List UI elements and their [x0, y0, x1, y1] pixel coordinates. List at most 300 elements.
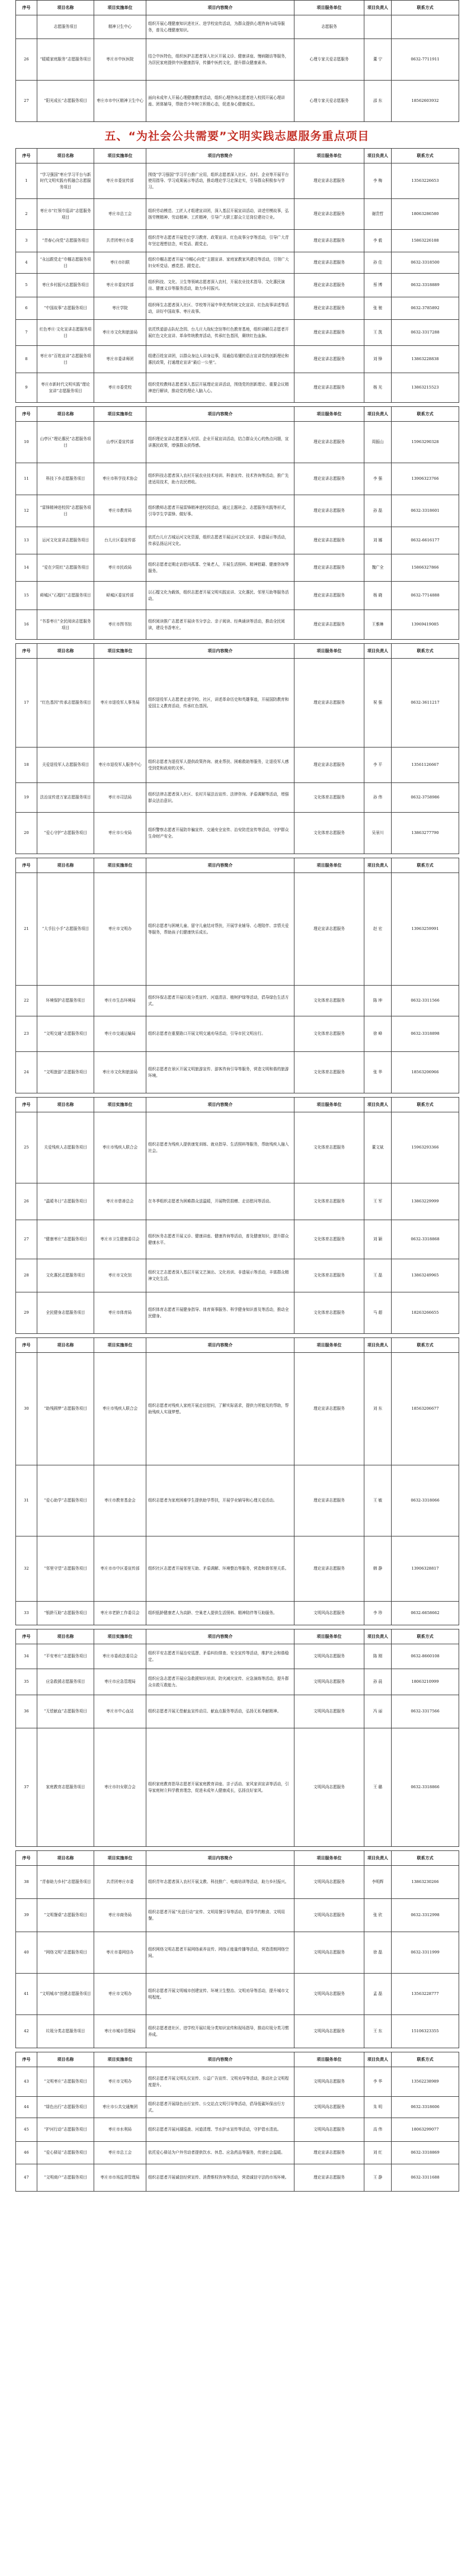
table-row: [16, 1669, 459, 1695]
project-intro: 组织志愿者为家庭困难学生提供助学帮扶，开展学业辅导和心理关爱活动。: [146, 1465, 294, 1536]
header-intro: 项目内容简介: [146, 858, 294, 873]
header-intro: 项目内容简介: [146, 1, 294, 15]
row-seq: 45: [16, 2118, 37, 2142]
row-seq: 19: [16, 783, 37, 813]
header-intro: 项目内容简介: [146, 2052, 294, 2067]
contact-phone: [392, 15, 459, 39]
project-unit: 枣庄市委宣传部: [94, 274, 146, 297]
contact-phone: 13969419085: [392, 610, 459, 640]
row-seq: 32: [16, 1536, 37, 1602]
project-leader: 张 驰: [364, 297, 392, 320]
project-table-c: [15, 406, 459, 640]
project-name: 志愿服务项目: [37, 15, 94, 39]
row-seq: [16, 15, 37, 39]
service-unit: 理论宣讲志愿服务: [294, 230, 364, 252]
section-title: 五、“为社会公共需要”文明实践志愿服务重点项目: [104, 129, 370, 143]
project-table-h: [15, 1629, 459, 1847]
header-intro: 项目内容简介: [146, 644, 294, 659]
project-table-a: [15, 0, 459, 122]
contact-phone: 18563206677: [392, 1353, 459, 1465]
project-table-f: [15, 1097, 459, 1334]
header-unit: 项目实施单位: [94, 1, 146, 15]
project-name: 法治宣传进万家志愿服务项目: [37, 783, 94, 813]
header-intro: 项目内容简介: [146, 149, 294, 163]
contact-phone: 0632-3318606: [392, 2097, 459, 2118]
project-intro: 组织志愿者开展河湖巡查、河道清理、节水护水宣传等活动，守护碧水清流。: [146, 2118, 294, 2142]
project-intro: 组织志愿者在重要路口开展文明交通劝导活动，引导市民文明出行。: [146, 1016, 294, 1052]
row-seq: 20: [16, 813, 37, 854]
header-intro: 项目内容简介: [146, 1851, 294, 1866]
service-unit: 文化体育志愿服务: [294, 1112, 364, 1183]
header-unit: 项目实施单位: [94, 1629, 146, 1644]
project-name: 文化惠民志愿服务项目: [37, 1259, 94, 1292]
header-unit: 项目实施单位: [94, 1851, 146, 1866]
table-row: [16, 1052, 459, 1093]
table-row: [16, 582, 459, 610]
project-intro: 组织文艺志愿者深入基层开展文艺演出、文化培训、非遗展示等活动，丰富群众精神文化生活。: [146, 1259, 294, 1292]
project-leader: 董 宁: [364, 39, 392, 81]
row-seq: 3: [16, 230, 37, 252]
project-leader: 王 璐: [364, 1728, 392, 1847]
header-leader: 项目负责人: [364, 1851, 392, 1866]
service-unit: 理论宣讲志愿服务: [294, 1465, 364, 1536]
project-name: 红色枣庄·文化宣讲志愿服务项目: [37, 320, 94, 346]
contact-phone: 13963259991: [392, 873, 459, 986]
table-row: [16, 2164, 459, 2192]
service-unit: 理论宣讲志愿服务: [294, 554, 364, 582]
project-name: “银龄互助”志愿服务项目: [37, 1602, 94, 1625]
project-leader: 王 凯: [364, 320, 392, 346]
project-leader: 高 伟: [364, 2118, 392, 2142]
project-intro: 组织开展心理健康知识进社区、进学校宣传活动，为群众提供心理咨询与疏导服务，普及心理健康知识。: [146, 15, 294, 39]
service-unit: 文化体育志愿服务: [294, 1183, 364, 1220]
service-unit: 理论宣讲志愿服务: [294, 873, 364, 986]
table-header-row: [16, 858, 459, 873]
project-intro: 组织环保志愿者开展垃圾分类宣传、河道清洁、植树护绿等活动，倡导绿色生活方式。: [146, 986, 294, 1016]
project-name: “爱心助学”志愿服务项目: [37, 1465, 94, 1536]
project-name: 应急救援志愿服务项目: [37, 1669, 94, 1695]
project-table-d: [15, 643, 459, 854]
header-name: 项目名称: [37, 1629, 94, 1644]
project-leader: 徐 磊: [364, 1932, 392, 1974]
contact-phone: 15106323355: [392, 2015, 459, 2048]
project-unit: 枣庄市中心血站: [94, 1695, 146, 1728]
header-intro: 项目内容简介: [146, 407, 294, 422]
contact-phone: 0632-3785892: [392, 297, 459, 320]
project-intro: 组织志愿者开展文明城市创建宣传、环境卫生整治、文明劝导等活动，提升城市文明程度。: [146, 1974, 294, 2015]
project-name: “永远跟党走”巾帼志愿服务项目: [37, 252, 94, 274]
row-seq: 2: [16, 199, 37, 230]
project-name: “青春助力乡村”志愿服务项目: [37, 1866, 94, 1899]
header-phone: 联系方式: [392, 149, 459, 163]
table-row: [16, 1536, 459, 1602]
table-header-row: [16, 1338, 459, 1353]
row-seq: 47: [16, 2164, 37, 2192]
project-intro: 组织家庭教育指导志愿者开展家庭教育讲座、亲子活动、家风家训宣讲等活动，引导家庭树立科学教育理念，促进未成年人健康成长，弘扬良好家风。: [146, 1728, 294, 1847]
table-row: [16, 373, 459, 403]
project-unit: 枣庄市市场监督管理局: [94, 2164, 146, 2192]
header-leader: 项目负责人: [364, 1629, 392, 1644]
table-row: [16, 1644, 459, 1669]
row-seq: 11: [16, 463, 37, 495]
table-row: [16, 659, 459, 748]
service-unit: 理论宣讲志愿服务: [294, 610, 364, 640]
row-seq: 5: [16, 274, 37, 297]
row-seq: 37: [16, 1728, 37, 1847]
contact-phone: 13906328817: [392, 1536, 459, 1602]
project-leader: 祝 强: [364, 659, 392, 748]
row-seq: 10: [16, 422, 37, 463]
project-unit: 枣庄市文化和旅游局: [94, 1052, 146, 1093]
project-intro: 组织退役军人志愿者走进学校、社区，讲述革命历史和英雄事迹，开展国防教育和爱国主义教育活动，传承红色基因。: [146, 659, 294, 748]
project-name: “健康枣庄”志愿服务项目: [37, 1220, 94, 1259]
service-unit: 文明风尚志愿服务: [294, 1932, 364, 1974]
table-row: [16, 1866, 459, 1899]
contact-phone: 13562238989: [392, 2067, 459, 2097]
project-leader: 刘 东: [364, 1353, 392, 1465]
project-unit: 枣庄市民政局: [94, 554, 146, 582]
project-intro: 组织网络文明志愿者开展网络素养宣传、网络正能量传播等活动，营造清朗网络空间。: [146, 1932, 294, 1974]
table-body: [16, 2067, 459, 2192]
project-name: 峄城区“石榴红”志愿服务项目: [37, 582, 94, 610]
header-seq: 序号: [16, 644, 37, 659]
table-row: [16, 1112, 459, 1183]
project-intro: 组织平安志愿者开展治安巡逻、矛盾纠纷排查、安全宣传等活动，维护社会和谐稳定。: [146, 1644, 294, 1669]
project-unit: 枣庄市市中区委宣传部: [94, 1536, 146, 1602]
table-header-row: [16, 1629, 459, 1644]
project-intro: 组织阅读推广志愿者开展读书分享会、亲子阅读、经典诵读等活动，推动全民阅读，建设书香枣庄。: [146, 610, 294, 640]
project-name: “大手拉小手”志愿服务项目: [37, 873, 94, 986]
service-unit: 文明风尚志愿服务: [294, 1644, 364, 1669]
header-name: 项目名称: [37, 1851, 94, 1866]
service-unit: 文明风尚志愿服务: [294, 1866, 364, 1899]
project-name: “暖暖家庭服务”志愿服务项目: [37, 39, 94, 81]
contact-phone: 0632-3318601: [392, 495, 459, 527]
header-seq: 序号: [16, 1, 37, 15]
table-row: [16, 1016, 459, 1052]
project-unit: 峄城区委宣传部: [94, 582, 146, 610]
project-leader: 孟 磊: [364, 1974, 392, 2015]
table-row: [16, 39, 459, 81]
project-unit: 共青团枣庄市委: [94, 1866, 146, 1899]
project-leader: 王 军: [364, 1183, 392, 1220]
project-intro: 组织志愿者对残疾人家庭开展走访慰问，了解实际需求，提供力所能及的帮助，帮助残疾人实现梦想。: [146, 1353, 294, 1465]
service-unit: 文化体育志愿服务: [294, 1292, 364, 1334]
header-service-unit: 项目服务单位: [294, 1338, 364, 1353]
contact-phone: 0632-3318889: [392, 274, 459, 297]
row-seq: 17: [16, 659, 37, 748]
project-unit: 枣庄市委宣传部: [94, 163, 146, 199]
project-name: 关爱残疾人志愿服务项目: [37, 1112, 94, 1183]
table-row: [16, 2067, 459, 2097]
contact-phone: 18562603932: [392, 81, 459, 122]
service-unit: 理论宣讲志愿服务: [294, 659, 364, 748]
project-leader: 杨 光: [364, 373, 392, 403]
table-row: [16, 422, 459, 463]
header-phone: 联系方式: [392, 1, 459, 15]
table-header-row: [16, 1851, 459, 1866]
header-intro: 项目内容简介: [146, 1338, 294, 1353]
project-leader: 李 毅: [364, 230, 392, 252]
header-service-unit: 项目服务单位: [294, 858, 364, 873]
row-seq: 28: [16, 1259, 37, 1292]
project-intro: 依托台儿庄古城运河文化资源，组织志愿者开展运河文化宣讲、非遗展示等活动，传承弘扬运河文化。: [146, 527, 294, 554]
service-unit: 文明风尚志愿服务: [294, 2015, 364, 2048]
project-leader: 孙 磊: [364, 495, 392, 527]
project-leader: 赵 宏: [364, 873, 392, 986]
project-unit: 共青团枣庄市委: [94, 230, 146, 252]
project-intro: 组织警察志愿者开展防诈骗宣传、交通安全宣传、治安防范宣传等活动，守护群众生命财产安全。: [146, 813, 294, 854]
project-leader: 刘 颖: [364, 1220, 392, 1259]
header-unit: 项目实施单位: [94, 407, 146, 422]
project-intro: 组织志愿者定期走访慰问孤寡、空巢老人，开展生活照料、精神慰藉、健康咨询等服务。: [146, 554, 294, 582]
project-unit: 枣庄市教育基金会: [94, 1465, 146, 1536]
header-service-unit: 项目服务单位: [294, 407, 364, 422]
row-seq: 9: [16, 373, 37, 403]
header-phone: 联系方式: [392, 2052, 459, 2067]
header-leader: 项目负责人: [364, 1098, 392, 1112]
service-unit: 理论宣讲志愿服务: [294, 320, 364, 346]
project-name: 枣庄市“红领巾巡讲”志愿服务项目: [37, 199, 94, 230]
project-name: 山亭区“理论惠民”志愿服务项目: [37, 422, 94, 463]
header-leader: 项目负责人: [364, 858, 392, 873]
service-unit: 理论宣讲志愿服务: [294, 373, 364, 403]
header-seq: 序号: [16, 2052, 37, 2067]
project-unit: 枣庄市应急管理局: [94, 1669, 146, 1695]
table-header-row: [16, 1, 459, 15]
row-seq: 26: [16, 1183, 37, 1220]
project-unit: 枣庄市妇女联合会: [94, 1728, 146, 1847]
service-unit: 文明风尚志愿服务: [294, 2097, 364, 2118]
project-name: 家庭教育志愿服务项目: [37, 1728, 94, 1847]
table-row: [16, 610, 459, 640]
project-name: 运河文化宣讲志愿服务项目: [37, 527, 94, 554]
table-row: [16, 252, 459, 274]
project-name: “学习强国”枣庄学习平台与新时代文明实践有机融合志愿服务项目: [37, 163, 94, 199]
contact-phone: 13563228777: [392, 1974, 459, 2015]
project-intro: 组建百姓宣讲团，以群众身边人讲身边事，用通俗易懂的语言宣讲党的创新理论和惠民政策，打通理论宣讲“最后一公里”。: [146, 346, 294, 373]
row-seq: 39: [16, 1899, 37, 1932]
header-name: 项目名称: [37, 149, 94, 163]
service-unit: 理论宣讲志愿服务: [294, 163, 364, 199]
contact-phone: 18563206966: [392, 1052, 459, 1093]
service-unit: 理论宣讲志愿服务: [294, 2164, 364, 2192]
project-intro: 组织志愿者开展诚信经营宣传、消费维权咨询等活动，营造诚信守法的市场环境。: [146, 2164, 294, 2192]
contact-phone: 0632-3318866: [392, 1728, 459, 1847]
service-unit: 理论宣讲志愿服务: [294, 2142, 364, 2164]
project-intro: 组织志愿者进社区、进学校开展垃圾分类知识宣传和现场指导，推动垃圾分类习惯养成。: [146, 2015, 294, 2048]
service-unit: 文化体育志愿服务: [294, 986, 364, 1016]
service-unit: 文化体育志愿服务: [294, 813, 364, 854]
service-unit: 理论宣讲志愿服务: [294, 1536, 364, 1602]
row-seq: 35: [16, 1669, 37, 1695]
contact-phone: 13863249965: [392, 1259, 459, 1292]
project-intro: 组织劳动模范、工匠人才组建宣讲团，深入基层开展宣讲活动，讲述劳模故事，弘扬劳模精神、劳动精神、工匠精神，引导广大职工群众立足岗位建功立业。: [146, 199, 294, 230]
table-row: [16, 1220, 459, 1259]
row-seq: 24: [16, 1052, 37, 1093]
project-name: 环境保护志愿服务项目: [37, 986, 94, 1016]
table-row: [16, 1899, 459, 1932]
header-seq: 序号: [16, 1098, 37, 1112]
table-header-row: [16, 407, 459, 422]
header-intro: 项目内容简介: [146, 1629, 294, 1644]
service-unit: 文化体育志愿服务: [294, 1220, 364, 1259]
header-phone: 联系方式: [392, 1338, 459, 1353]
table-row: [16, 1728, 459, 1847]
row-seq: 27: [16, 1220, 37, 1259]
service-unit: 理论宣讲志愿服务: [294, 463, 364, 495]
table-row: [16, 813, 459, 854]
row-seq: 22: [16, 986, 37, 1016]
header-phone: 联系方式: [392, 644, 459, 659]
project-leader: 李 珍: [364, 1602, 392, 1625]
contact-phone: 0632-3317288: [392, 320, 459, 346]
row-seq: 44: [16, 2097, 37, 2118]
row-seq: 42: [16, 2015, 37, 2048]
table-body: [16, 15, 459, 122]
project-unit: 枣庄市交通运输局: [94, 1016, 146, 1052]
contact-phone: 0632-3317566: [392, 1695, 459, 1728]
project-name: “爱在夕阳红”志愿服务项目: [37, 554, 94, 582]
row-seq: 34: [16, 1644, 37, 1669]
service-unit: 文化体育志愿服务: [294, 1016, 364, 1052]
table-body: [16, 1866, 459, 2048]
service-unit: 文化体育志愿服务: [294, 1052, 364, 1093]
project-intro: 组织体育志愿者开展健身指导、体育赛事服务、科学健身知识普及等活动，推动全民健身。: [146, 1292, 294, 1334]
project-intro: 组织志愿者开展绿色出行宣传、公交站点文明引导等活动，倡导低碳环保出行方式。: [146, 2097, 294, 2118]
header-leader: 项目负责人: [364, 1338, 392, 1353]
project-unit: 山亭区委宣传部: [94, 422, 146, 463]
contact-phone: 0632-3758986: [392, 783, 459, 813]
project-intro: 结合中医特色，组织医护志愿者深入社区开展义诊、健康讲座、慢病随访等服务，为居民家庭提供中医健康指导，传播中医药文化，提升群众健康素养。: [146, 39, 294, 81]
contact-phone: 15963290328: [392, 422, 459, 463]
table-header-row: [16, 644, 459, 659]
row-seq: 14: [16, 554, 37, 582]
project-table-i: [15, 1850, 459, 2048]
header-intro: 项目内容简介: [146, 1098, 294, 1112]
project-leader: 孙 伟: [364, 783, 392, 813]
header-name: 项目名称: [37, 1, 94, 15]
header-unit: 项目实施单位: [94, 644, 146, 659]
project-unit: 枣庄市总工会: [94, 199, 146, 230]
table-row: [16, 1259, 459, 1292]
table-row: [16, 1465, 459, 1536]
contact-phone: 13906323766: [392, 463, 459, 495]
project-name: 科技下乡志愿服务项目: [37, 463, 94, 495]
table-header-row: [16, 1098, 459, 1112]
header-name: 项目名称: [37, 2052, 94, 2067]
project-unit: 枣庄市老龄工作委员会: [94, 1602, 146, 1625]
table-row: [16, 2015, 459, 2048]
project-intro: 在冬季组织志愿者为困难群众送温暖，开展物资捐赠、走访慰问等活动。: [146, 1183, 294, 1220]
row-seq: 29: [16, 1292, 37, 1334]
header-unit: 项目实施单位: [94, 1338, 146, 1353]
contact-phone: 0632-7714888: [392, 582, 459, 610]
service-unit: 理论宣讲志愿服务: [294, 1353, 364, 1465]
project-intro: 组织志愿者开展无偿献血宣传动员、献血点服务等活动，弘扬无私奉献精神。: [146, 1695, 294, 1728]
header-unit: 项目实施单位: [94, 2052, 146, 2067]
contact-phone: 13863277790: [392, 813, 459, 854]
contact-phone: 0632-8660108: [392, 1644, 459, 1669]
contact-phone: 0632-3318066: [392, 1465, 459, 1536]
service-unit: 文化体育志愿服务: [294, 1259, 364, 1292]
contact-phone: 0632-3311688: [392, 2164, 459, 2192]
project-leader: 刘 红: [364, 2142, 392, 2164]
project-unit: 枣庄市妇联: [94, 252, 146, 274]
header-unit: 项目实施单位: [94, 149, 146, 163]
project-intro: 依托铁道游击队纪念园、台儿庄大战纪念馆等红色教育基地，组织讲解员志愿者开展红色文化宣讲、革命传统教育活动，传承红色基因，赓续红色血脉。: [146, 320, 294, 346]
project-name: “无偿献血”志愿服务项目: [37, 1695, 94, 1728]
project-intro: 以石榴文化为载体，组织志愿者开展文明实践宣讲、文化惠民、邻里互助等服务活动。: [146, 582, 294, 610]
header-leader: 项目负责人: [364, 407, 392, 422]
project-name: “文明城市”创建志愿服务项目: [37, 1974, 94, 2015]
header-service-unit: 项目服务单位: [294, 644, 364, 659]
contact-phone: 13863229999: [392, 1183, 459, 1220]
project-leader: 王 敏: [364, 1465, 392, 1536]
contact-phone: 0632-3318869: [392, 2142, 459, 2164]
project-intro: 组织低龄健康老人为高龄、空巢老人提供生活照料、精神陪伴等互助服务。: [146, 1602, 294, 1625]
row-seq: 4: [16, 252, 37, 274]
header-leader: 项目负责人: [364, 2052, 392, 2067]
project-unit: 枣庄市残疾人联合会: [94, 1112, 146, 1183]
project-leader: 李 华: [364, 2067, 392, 2097]
project-intro: 组织应急志愿者开展应急救援知识培训、防灾减灾宣传、应急演练等活动，提升群众自救互救能力。: [146, 1669, 294, 1695]
project-intro: 组织科技、文化、卫生等领域志愿者深入农村，开展农业技术指导、文化惠民演出、健康义诊等服务活动，助力乡村振兴。: [146, 274, 294, 297]
project-leader: 张 欣: [364, 1899, 392, 1932]
table-body: [16, 163, 459, 403]
service-unit: 理论宣讲志愿服务: [294, 274, 364, 297]
contact-phone: 15866327866: [392, 554, 459, 582]
service-unit: 文明风尚志愿服务: [294, 1974, 364, 2015]
project-unit: 枣庄市文明办: [94, 2067, 146, 2097]
contact-phone: 15863226188: [392, 230, 459, 252]
project-name: “文明旅游”志愿服务项目: [37, 1052, 94, 1093]
project-leader: 孙 晨: [364, 1669, 392, 1695]
header-seq: 序号: [16, 1338, 37, 1353]
table-body: [16, 659, 459, 854]
row-seq: 23: [16, 1016, 37, 1052]
contact-phone: 15963293366: [392, 1112, 459, 1183]
project-intro: 组织青年志愿者开展党史学习教育、政策宣讲、红色故事分享等活动，引导广大青年坚定理想信念，听党话、跟党走。: [146, 230, 294, 252]
header-service-unit: 项目服务单位: [294, 149, 364, 163]
service-unit: 文明风尚志愿服务: [294, 1695, 364, 1728]
contact-phone: 0632-3318868: [392, 1220, 459, 1259]
project-intro: 组织志愿者开展“光盘行动”宣传、文明用餐引导等活动，倡导节约粮食、文明用餐。: [146, 1899, 294, 1932]
project-leader: 李 强: [364, 463, 392, 495]
row-seq: 26: [16, 39, 37, 81]
contact-phone: 0632-6616177: [392, 527, 459, 554]
project-leader: 张 华: [364, 1052, 392, 1093]
project-name: “爱心守护”志愿服务项目: [37, 813, 94, 854]
project-intro: 组织党校教师志愿者深入基层开展理论宣讲活动，围绕党的创新理论、重要会议精神进行解读，推动党的理论入脑入心。: [146, 373, 294, 403]
project-intro: 组织志愿者与困境儿童、留守儿童结对帮扶，开展学业辅导、心理陪伴、亲情关爱等服务，帮助孩子们健康快乐成长。: [146, 873, 294, 986]
project-unit: 枣庄市生态环境局: [94, 986, 146, 1016]
project-name: “助残圆梦”志愿服务项目: [37, 1353, 94, 1465]
project-unit: 枣庄市文化和旅游局: [94, 320, 146, 346]
project-table-b: [15, 148, 459, 403]
service-unit: 理论宣讲志愿服务: [294, 297, 364, 320]
table-header-row: [16, 2052, 459, 2067]
project-name: “中国故事”志愿服务项目: [37, 297, 94, 320]
contact-phone: 18063299077: [392, 2118, 459, 2142]
project-leader: 徐 峰: [364, 1016, 392, 1052]
project-unit: 枣庄市科学技术协会: [94, 463, 146, 495]
row-seq: 18: [16, 748, 37, 783]
project-leader: 谢贵哲: [364, 199, 392, 230]
table-row: [16, 1353, 459, 1465]
header-leader: 项目负责人: [364, 149, 392, 163]
project-intro: 组织科技志愿者深入农村开展农业技术培训、科普宣传、技术咨询等活动，推广先进适用技术，助力农民增收。: [146, 463, 294, 495]
